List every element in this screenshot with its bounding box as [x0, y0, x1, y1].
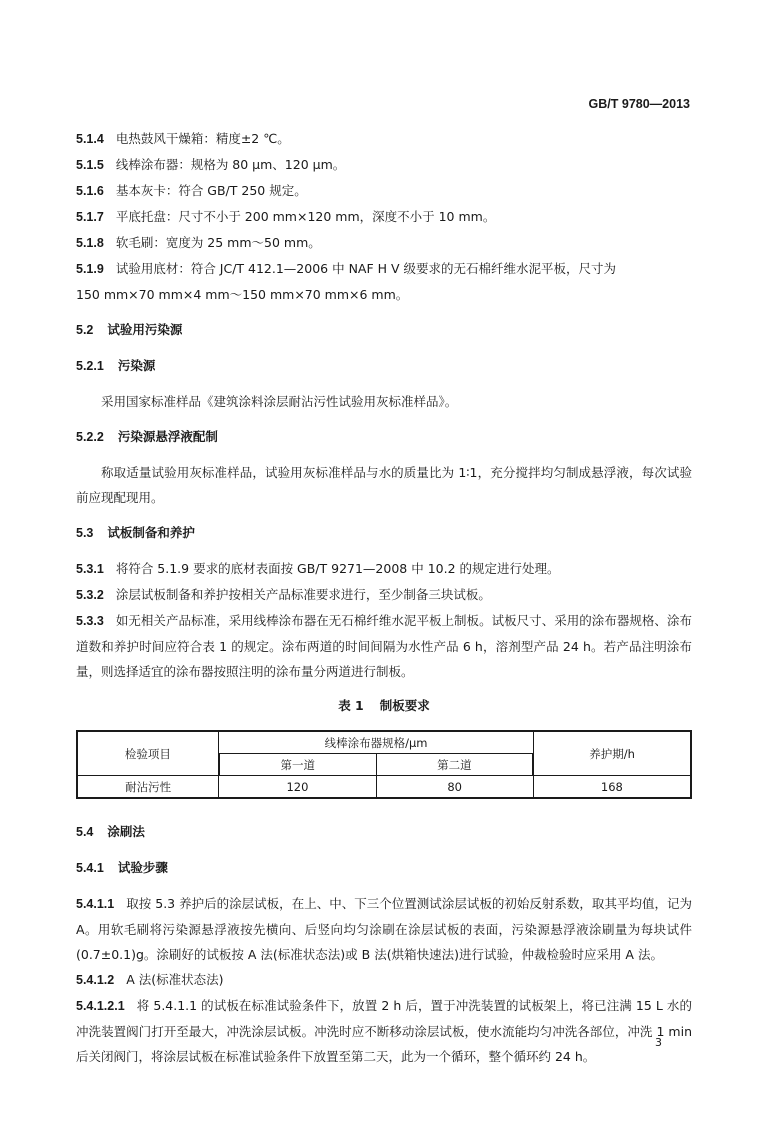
- cell-item: 耐沾污性: [77, 776, 219, 799]
- clause-5-4-1-2: [76, 967, 692, 993]
- clause-5-1-7: [76, 204, 692, 230]
- table-label: 表 1: [338, 698, 364, 713]
- clause-text: 取按 5.3 养护后的涂层试板，在上、中、下三个位置测试涂层试板的初始反射系数，取其平均值，记为 A。用软毛刷将污染源悬浮液按先横向、后竖向均匀涂刷在涂层试板的表面，污染源悬浮液涂刷量为每块试件(0.7±0.1)g。涂刷好的试板按 A 法(标准状态法)或 B 法(烘箱快速法)进行试验，仲裁检验时应采用 A 法。: [76, 896, 692, 962]
- section-number: 5.2.2: [76, 430, 104, 444]
- section-title: 污染源: [117, 358, 156, 373]
- section-5-4-heading: [76, 819, 692, 845]
- section-5-3-heading: [76, 520, 692, 546]
- clause-text: 线棒涂布器：规格为 80 μm、120 μm。: [115, 157, 346, 172]
- table-row: [77, 776, 691, 799]
- requirements-table: [76, 730, 692, 799]
- cell-second-coat: 80: [376, 776, 533, 799]
- section-number: 5.3: [76, 526, 94, 540]
- clause-number: 5.3.3: [76, 614, 104, 628]
- section-title: 试验用污染源: [107, 322, 183, 337]
- clause-text: 将 5.4.1.1 的试板在标准试验条件下，放置 2 h 后，置于冲洗装置的试板架上，将已注满 15 L 水的冲洗装置阀门打开至最大，冲洗涂层试板。冲洗时应不断移动涂层试板，使水流能均匀冲洗各部位，冲洗 1 min 后关闭阀门，将涂层试板在标准试验条件下放置至第二天，此为一个循环，整个循环约 24 h。: [76, 998, 692, 1064]
- clause-5-4-1-1: [76, 891, 692, 967]
- cell-curing: 168: [533, 776, 691, 799]
- table-caption: [76, 696, 692, 716]
- header-spec-group: 线棒涂布器规格/μm: [219, 731, 533, 754]
- clause-number: 5.4.1.1: [76, 897, 115, 911]
- clause-5-1-5: [76, 152, 692, 178]
- cell-first-coat: 120: [219, 776, 376, 799]
- table-title: 制板要求: [379, 698, 430, 713]
- clause-5-1-9: [76, 256, 692, 282]
- clause-5-3-1: [76, 556, 692, 582]
- header-second-coat: 第二道: [376, 754, 533, 776]
- table-header-row: [77, 731, 691, 754]
- clause-text: 软毛刷：宽度为 25 mm～50 mm。: [115, 235, 321, 250]
- section-5-4-1-heading: [76, 855, 692, 881]
- clause-text: 基本灰卡：符合 GB/T 250 规定。: [115, 183, 307, 198]
- clause-number: 5.1.5: [76, 158, 104, 172]
- section-number: 5.4: [76, 825, 94, 839]
- section-5-2-1-heading: [76, 353, 692, 379]
- clause-text: 平底托盘：尺寸不小于 200 mm×120 mm，深度不小于 10 mm。: [115, 209, 496, 224]
- section-5-2-1-body: 采用国家标准样品《建筑涂料涂层耐沾污性试验用灰标准样品》。: [101, 394, 458, 409]
- clause-title: A 法(标准状态法): [126, 972, 224, 987]
- header-first-coat: 第一道: [219, 754, 376, 776]
- clause-5-3-3: [76, 608, 692, 684]
- clause-number: 5.4.1.2: [76, 973, 115, 987]
- clause-number: 5.4.1.2.1: [76, 999, 125, 1013]
- document-body: [76, 126, 692, 1069]
- section-title: 涂刷法: [107, 824, 145, 839]
- section-5-2-2-body: 称取适量试验用灰标准样品，试验用灰标准样品与水的质量比为 1∶1，充分搅拌均匀制成悬浮液，每次试验前应现配现用。: [76, 465, 692, 505]
- section-5-2-2-heading: [76, 424, 692, 450]
- standard-code: GB/T 9780—2013: [588, 97, 690, 111]
- header-curing: 养护期/h: [533, 731, 691, 776]
- clause-number: 5.1.8: [76, 236, 104, 250]
- clause-text: 电热鼓风干燥箱：精度±2 ℃。: [115, 131, 290, 146]
- clause-5-1-9-continued: 150 mm×70 mm×4 mm～150 mm×70 mm×6 mm。: [76, 287, 409, 302]
- clause-5-3-2: [76, 582, 692, 608]
- clause-text: 将符合 5.1.9 要求的底材表面按 GB/T 9271—2008 中 10.2 的规定进行处理。: [115, 561, 560, 576]
- clause-5-1-4: [76, 126, 692, 152]
- page-number: 3: [655, 1036, 662, 1049]
- header-item: 检验项目: [77, 731, 219, 776]
- section-number: 5.2: [76, 323, 94, 337]
- clause-number: 5.1.9: [76, 262, 104, 276]
- clause-5-4-1-2-1: [76, 993, 692, 1069]
- clause-number: 5.1.4: [76, 132, 104, 146]
- section-title: 试验步骤: [117, 860, 168, 875]
- section-number: 5.4.1: [76, 861, 104, 875]
- clause-number: 5.3.2: [76, 588, 104, 602]
- clause-5-1-8: [76, 230, 692, 256]
- clause-text: 试验用底材：符合 JC/T 412.1—2006 中 NAF H V 级要求的无石棉纤维水泥平板，尺寸为: [115, 261, 617, 276]
- section-title: 试板制备和养护: [107, 525, 195, 540]
- clause-text: 如无相关产品标准，采用线棒涂布器在无石棉纤维水泥平板上制板。试板尺寸、采用的涂布器规格、涂布道数和养护时间应符合表 1 的规定。涂布两道的时间间隔为水性产品 6 h，溶剂型产品 24 h。若产品注明涂布量，则选择适宜的涂布器按照注明的涂布量分两道进行制板。: [76, 613, 692, 679]
- clause-number: 5.1.6: [76, 184, 104, 198]
- section-number: 5.2.1: [76, 359, 104, 373]
- clause-number: 5.1.7: [76, 210, 104, 224]
- section-title: 污染源悬浮液配制: [117, 429, 218, 444]
- clause-5-1-6: [76, 178, 692, 204]
- section-5-2-heading: [76, 317, 692, 343]
- clause-text: 涂层试板制备和养护按相关产品标准要求进行，至少制备三块试板。: [115, 587, 491, 602]
- clause-number: 5.3.1: [76, 562, 104, 576]
